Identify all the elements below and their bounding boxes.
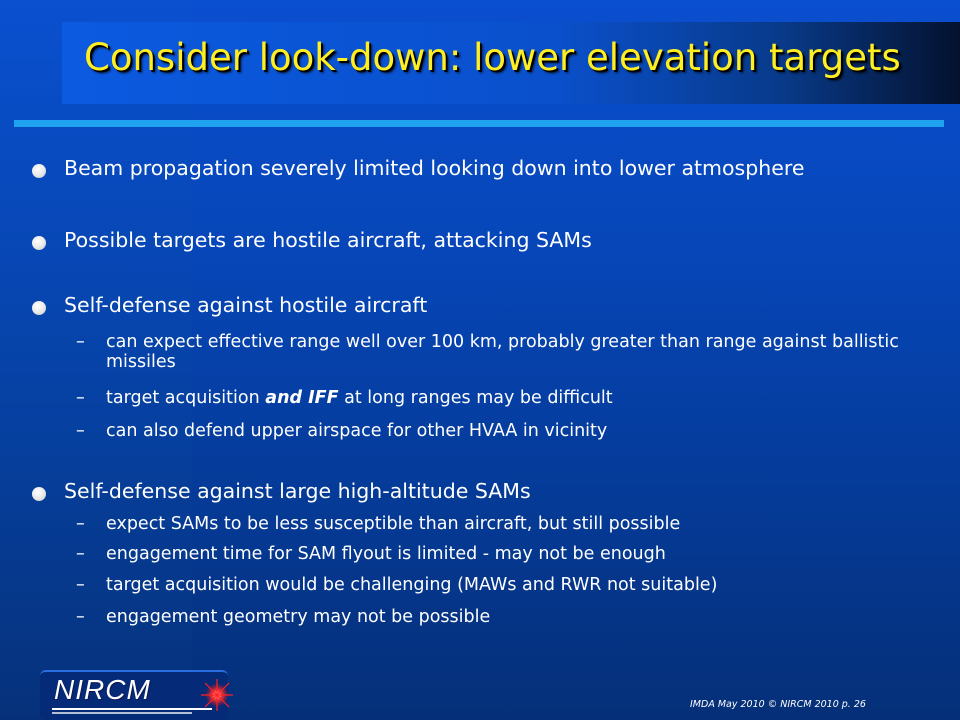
laser-flare-icon — [200, 678, 234, 712]
dash-marker: – — [76, 421, 85, 441]
dash-marker: – — [76, 332, 85, 352]
sub-bullet-text: can expect effective range well over 100 km, probably greater than range against ballistic missiles — [106, 332, 899, 372]
slide-title: Consider look-down: lower elevation targets — [84, 36, 901, 79]
sub-bullet-text: engagement time for SAM flyout is limited - may not be enough — [106, 544, 666, 564]
sub-bullet-text-start: target acquisition — [106, 388, 260, 408]
bullet-dot-icon — [32, 164, 46, 178]
sub-bullet-text — [106, 388, 916, 408]
bullet-text: Beam propagation severely limited looking down into lower atmosphere — [64, 156, 805, 180]
bullet-text: Possible targets are hostile aircraft, attacking SAMs — [64, 228, 592, 252]
logo-stripe — [52, 712, 192, 714]
sub-bullet-emphasis: and IFF — [265, 388, 339, 408]
bullet-dot-icon — [32, 236, 46, 250]
bullet-text: Self-defense against hostile aircraft — [64, 293, 428, 317]
bullet-dot-icon — [32, 487, 46, 501]
logo-stripe — [52, 708, 212, 710]
sub-bullet-text: target acquisition would be challenging (MAWs and RWR not suitable) — [106, 575, 718, 595]
sub-bullet-text: expect SAMs to be less susceptible than aircraft, but still possible — [106, 514, 681, 534]
logo-wordmark: NIRCM — [54, 674, 151, 705]
sub-bullet-text: can also defend upper airspace for other HVAA in vicinity — [106, 421, 608, 441]
slide-footer: IMDA May 2010 © NIRCM 2010 p. 26 — [690, 699, 866, 710]
sub-bullet-text: engagement geometry may not be possible — [106, 607, 491, 627]
dash-marker: – — [76, 544, 85, 564]
dash-marker: – — [76, 575, 85, 595]
dash-marker: – — [76, 388, 85, 408]
bullet-text: Self-defense against large high-altitude SAMs — [64, 479, 531, 503]
sub-bullet-text-end: at long ranges may be difficult — [344, 388, 613, 408]
dash-marker: – — [76, 607, 85, 627]
dash-marker: – — [76, 514, 85, 534]
bullet-dot-icon — [32, 301, 46, 315]
